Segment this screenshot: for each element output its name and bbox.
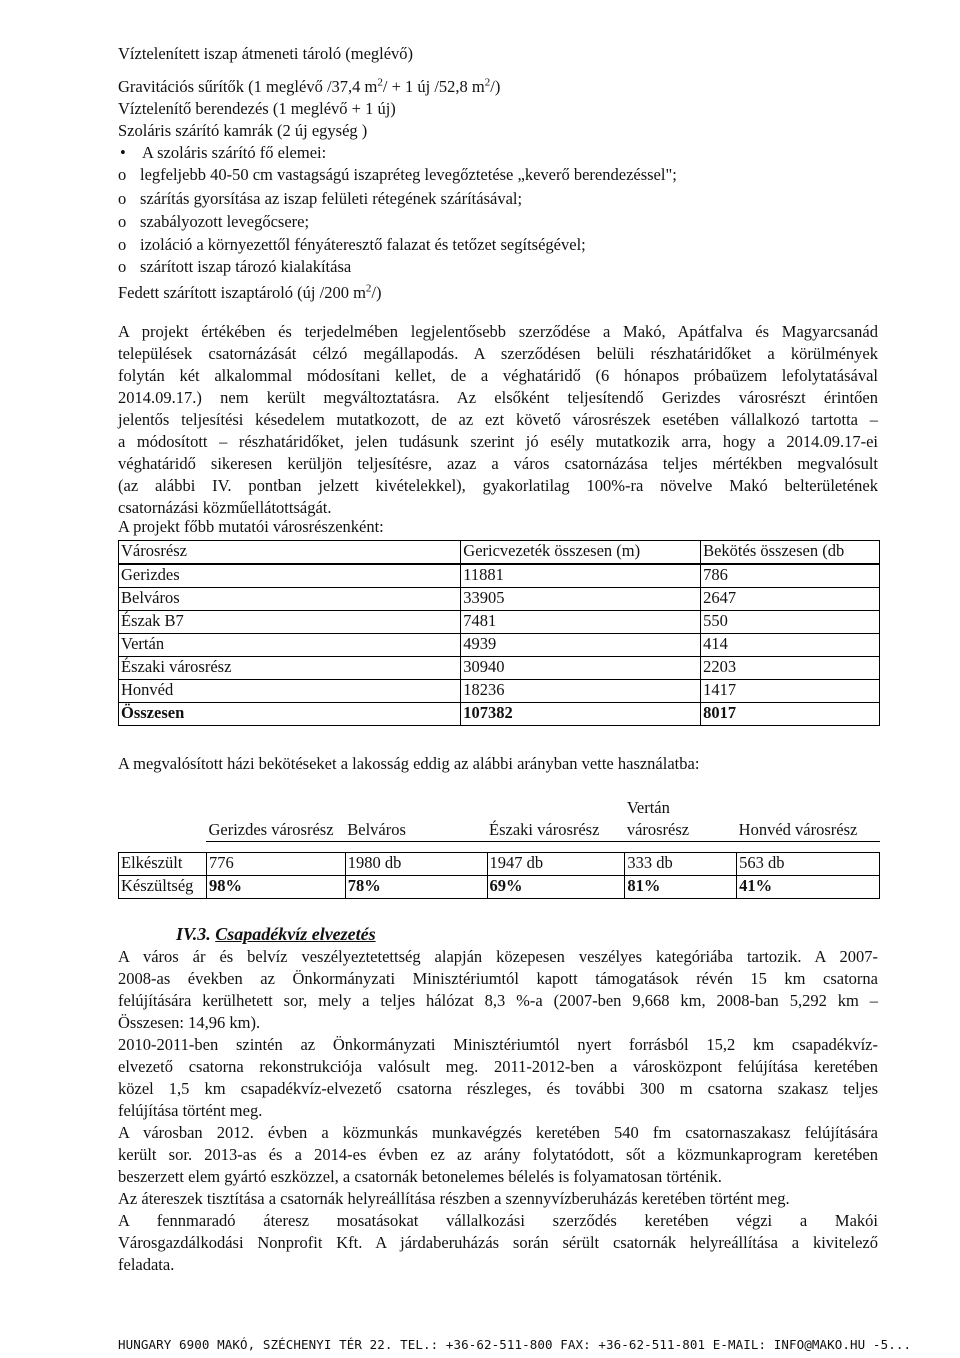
table-cell: 563 db [737, 853, 880, 876]
table-row [119, 876, 880, 899]
table-cell: 107382 [461, 703, 701, 726]
sub-list-text: legfeljebb 40-50 cm vastagságú iszapréteg levegőztetése „keverő berendezéssel"; [140, 165, 677, 184]
paragraph-line: csatornázási közműellátottságát. [118, 498, 332, 517]
table-cell: Honvéd [119, 680, 461, 703]
list-text: /) [490, 77, 501, 96]
district-indicators-table [118, 540, 880, 726]
list-text: /) [371, 283, 382, 302]
table-cell: 98% [206, 876, 345, 899]
list-line: Víztelenítő berendezés (1 meglévő + 1 új) [118, 99, 396, 118]
sub-list-text: szárítás gyorsítása az iszap felületi rétegének szárításával; [140, 189, 523, 208]
paragraph-line: a módosított – részhatáridőket, jelen tudásunk szerint jó esély mutatkozik arra, hogy a 2014.09.17-ei [118, 432, 878, 451]
table-cell: 550 [701, 611, 880, 634]
table-header-row [119, 541, 880, 565]
table-cell: Gerizdes [119, 564, 461, 588]
paragraph-line: 2010-2011-ben szintén az Önkormányzati Minisztériumtól nyert forrásból 15,2 km csapadékvíz- [118, 1035, 878, 1054]
table-total-row [119, 703, 880, 726]
circle-bullet-icon: o [118, 189, 127, 208]
table-cell: 1947 db [487, 853, 625, 876]
table-cell: 69% [487, 876, 625, 899]
table-cell: 18236 [461, 680, 701, 703]
list-text: / + 1 új /52,8 m [382, 77, 485, 96]
paragraph-line: véghatáridő sikeresen kerüljön teljesítésre, azaz a város csatornázása teljes mértékben megvalósult [118, 454, 878, 473]
table-caption: A megvalósított házi bekötéseket a lakosság eddig az alábbi arányban vette használatba: [118, 754, 700, 773]
section-number: IV.3. [176, 924, 211, 944]
sub-list-text: szabályozott levegőcsere; [140, 212, 310, 231]
paragraph-line: A fennmaradó áteresz mosatásokat vállalkozási szerződés keretében végzi a Makói [118, 1211, 878, 1230]
paragraph-line: beszerzett elem gyártó eszközzel, a csatornák betonelemes bélelés is folyamatosan történik. [118, 1167, 722, 1186]
table-header-cell: Északi városrész [487, 797, 625, 842]
table-cell: Készültség [119, 876, 207, 899]
circle-bullet-icon: o [118, 212, 127, 231]
paragraph-line: elvezető csatorna rekonstrukciója valósult meg. 2011-2012-ben a városközpont felújítása keretében [118, 1057, 878, 1076]
circle-bullet-icon: o [118, 257, 127, 276]
table-header-cell [119, 797, 207, 842]
list-line [118, 142, 326, 164]
section-title: Csapadékvíz elvezetés [215, 924, 376, 944]
list-line: Víztelenített iszap átmeneti tároló (meglévő) [118, 44, 414, 63]
paragraph-line: települések csatornázását célzó megállapodás. A szerződésen belüli részhatáridőket a körülmények [118, 344, 878, 363]
table-row [119, 657, 880, 680]
table-row [119, 680, 880, 703]
section-heading [176, 924, 376, 945]
sub-list-item [118, 256, 351, 278]
table-header-cell: Vertán városrész [625, 797, 737, 842]
table-row [119, 564, 880, 588]
superscript: 2 [377, 76, 383, 89]
table-cell: 2647 [701, 588, 880, 611]
table-row [119, 634, 880, 657]
paragraph-line: 2008-as években az Önkormányzati Minisztériumtól kapott támogatások révén 15 km csatorna [118, 969, 878, 988]
bullet-icon: • [120, 143, 126, 162]
paragraph-line: 2014.09.17.) nem került megváltoztatásra. Az elsőként teljesítendő Gerizdes városrészt érintően [118, 388, 878, 407]
table-cell: 1417 [701, 680, 880, 703]
table-cell: 333 db [625, 853, 737, 876]
paragraph-line: (az alábbi IV. pontban jelzett kivételekkel), gyakorlatilag 100%-ra növelve Makó belterületének [118, 476, 878, 495]
table-cell: 41% [737, 876, 880, 899]
table-cell: Belváros [119, 588, 461, 611]
table-cell: 11881 [461, 564, 701, 588]
table-cell: 414 [701, 634, 880, 657]
paragraph-line: feladata. [118, 1255, 175, 1274]
list-line: Szoláris szárító kamrák (2 új egység ) [118, 121, 368, 140]
table-cell: 33905 [461, 588, 701, 611]
paragraph-line: közel 1,5 km csapadékvíz-elvezető csatorna részleges, és további 300 m csatorna szakasz teljes [118, 1079, 878, 1098]
table-header-cell: Belváros [345, 797, 487, 842]
table-cell: Vertán [119, 634, 461, 657]
table-header-cell: Városrész [119, 541, 461, 565]
table-cell: 30940 [461, 657, 701, 680]
table-row [119, 611, 880, 634]
table-cell: Összesen [119, 703, 461, 726]
table-cell: 1980 db [345, 853, 487, 876]
list-text: Gravitációs sűrítők (1 meglévő /37,4 m [118, 77, 378, 96]
table-cell: 7481 [461, 611, 701, 634]
table-cell: Észak B7 [119, 611, 461, 634]
paragraph-culverts: Az átereszek tisztítása a csatornák helyreállítása részben a szennyvízberuházás keretében történt meg. [118, 1189, 790, 1208]
table-caption: A projekt főbb mutatói városrészenként: [118, 517, 384, 536]
list-line [118, 282, 382, 304]
paragraph-line: felújítása történt meg. [118, 1101, 263, 1120]
paragraph-line: került sor. 2013-as és a 2014-es évben ez az arány folytatódott, sőt a közmunkaprogram keretében [118, 1145, 878, 1164]
paragraph-line: A projekt értékében és terjedelmében legjelentősebb szerződése a Makó, Apátfalva és Magyarcsanád [118, 322, 878, 341]
page-footer: HUNGARY 6900 MAKÓ, SZÉCHENYI TÉR 22. TEL.: +36-62-511-800 FAX: +36-62-511-801 E-MAIL: INFO@MAKO.HU -5... [118, 1337, 912, 1352]
connection-usage-table [118, 797, 880, 899]
table-cell: 2203 [701, 657, 880, 680]
table-spacer-cell [119, 842, 880, 853]
paragraph-line: Városgazdálkodási Nonprofit Kft. A járdaberuházás során sérült csatornák helyreállítása a kivitelező [118, 1233, 878, 1252]
table-cell: 78% [345, 876, 487, 899]
superscript: 2 [365, 282, 372, 295]
table-spacer-row [119, 842, 880, 853]
table-cell: Elkészült [119, 853, 207, 876]
table-cell: 81% [625, 876, 737, 899]
table-header-cell: Gerizdes városrész [206, 797, 345, 842]
list-text: A szoláris szárító fő elemei: [142, 143, 327, 162]
paragraph-line: felújítására kerülhetett sor, mely a teljes hálózat 8,3 %-a (2007-ben 9,668 km, 2008-ban 5,292 km – [118, 991, 878, 1010]
sub-list-text: izoláció a környezettől fényáteresztő falazat és tetőzet segítségével; [140, 235, 586, 254]
table-row [119, 588, 880, 611]
table-row [119, 853, 880, 876]
table-cell: Északi városrész [119, 657, 461, 680]
table-cell: 4939 [461, 634, 701, 657]
table-cell: 8017 [701, 703, 880, 726]
circle-bullet-icon: o [118, 235, 127, 254]
list-line [118, 76, 500, 98]
table-header-row [119, 797, 880, 842]
superscript: 2 [484, 76, 491, 89]
sub-list-text: szárított iszap tározó kialakítása [140, 257, 352, 276]
sub-list-item [118, 234, 586, 256]
sub-list-item [118, 211, 309, 233]
circle-bullet-icon: o [118, 165, 127, 184]
sub-list-item [118, 188, 522, 210]
table-header-cell: Gericvezeték összesen (m) [461, 541, 701, 565]
paragraph-line: A város ár és belvíz veszélyeztetettség alapján közepesen veszélyes kategóriába tartozik. A 2007- [118, 947, 878, 966]
table-header-cell: Bekötés összesen (db [701, 541, 880, 565]
paragraph-line: A városban 2012. évben a közmunkás munkavégzés keretében 540 fm csatornaszakasz felújítására [118, 1123, 878, 1142]
table-cell: 776 [206, 853, 345, 876]
sub-list-item [118, 164, 677, 186]
table-header-cell: Honvéd városrész [737, 797, 880, 842]
paragraph-line: folytán két alkalommal módosítani kellet, de a véghatáridő (6 hónapos próbaüzem lefolytatásával [118, 366, 878, 385]
paragraph-line: jelentős teljesítési késedelem mutatkozott, de az ezt követő városrészek esetében vállalkozó tartotta – [118, 410, 878, 429]
table-cell: 786 [701, 564, 880, 588]
paragraph-line: Összesen: 14,96 km). [118, 1013, 261, 1032]
list-text: Fedett szárított iszaptároló (új /200 m [118, 283, 366, 302]
